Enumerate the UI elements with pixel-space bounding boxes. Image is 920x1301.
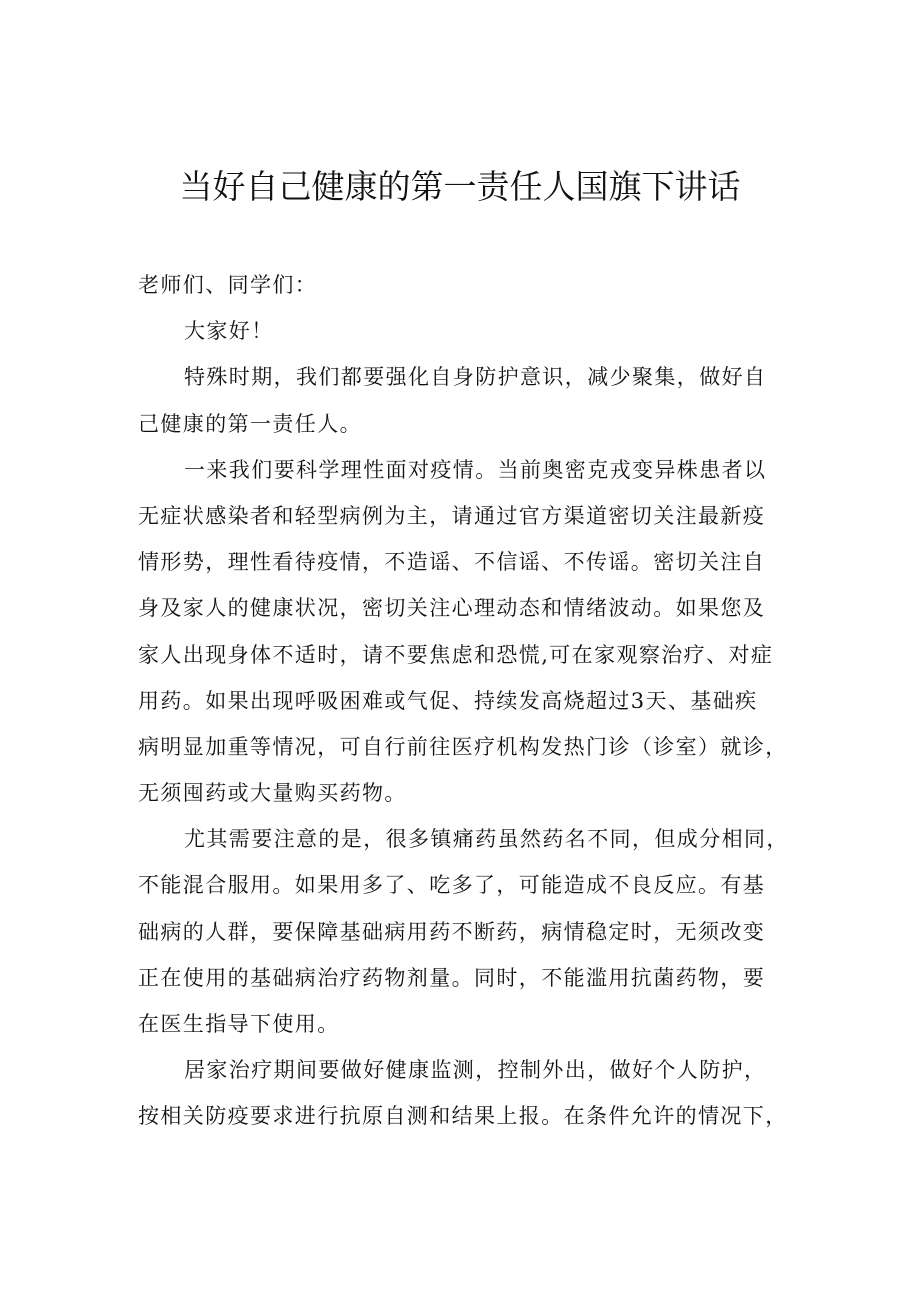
text-line: 用药。如果出现呼吸困难或气促、持续发高烧超过3天、基础疾 [138, 688, 758, 713]
text-line: 无须囤药或大量购买药物。 [138, 781, 407, 806]
text-line: 大家好！ [184, 319, 274, 344]
text-line: 尤其需要注意的是，很多镇痛药虽然药名不同，但成分相同， [184, 827, 789, 852]
text-line: 特殊时期，我们都要强化自身防护意识，减少聚集，做好自 [184, 365, 767, 390]
text-line: 按相关防疫要求进行抗原自测和结果上报。在条件允许的情况下， [138, 1104, 788, 1129]
document-title: 当好自己健康的第一责任人国旗下讲话 [179, 167, 741, 206]
text-line: 无症状感染者和轻型病例为主，请通过官方渠道密切关注最新疫 [138, 503, 766, 528]
text-line: 己健康的第一责任人。 [138, 411, 362, 436]
text-line: 不能混合服用。如果用多了、吃多了，可能造成不良反应。有基 [138, 873, 766, 898]
text-line: 居家治疗期间要做好健康监测，控制外出，做好个人防护， [184, 1058, 767, 1083]
text-line: 在医生指导下使用。 [138, 1012, 340, 1036]
text-line: 病明显加重等情况，可自行前往医疗机构发热门诊（诊室）就诊， [138, 734, 788, 759]
text-line: 家人出现身体不适时，请不要焦虑和恐慌,可在家观察治疗、对症 [138, 642, 774, 667]
text-line: 础病的人群，要保障基础病用药不断药，病情稳定时，无须改变 [138, 919, 766, 944]
document-body [138, 262, 792, 1140]
text-line: 情形势，理性看待疫情，不造谣、不信谣、不传谣。密切关注自 [138, 550, 766, 575]
text-line: 正在使用的基础病治疗药物剂量。同时，不能滥用抗菌药物，要 [138, 965, 766, 990]
text-line: 一来我们要科学理性面对疫情。当前奥密克戎变异株患者以 [184, 457, 767, 482]
text-line: 身及家人的健康状况，密切关注心理动态和情绪波动。如果您及 [138, 596, 766, 621]
text-line: 老师们、同学们： [138, 273, 318, 297]
